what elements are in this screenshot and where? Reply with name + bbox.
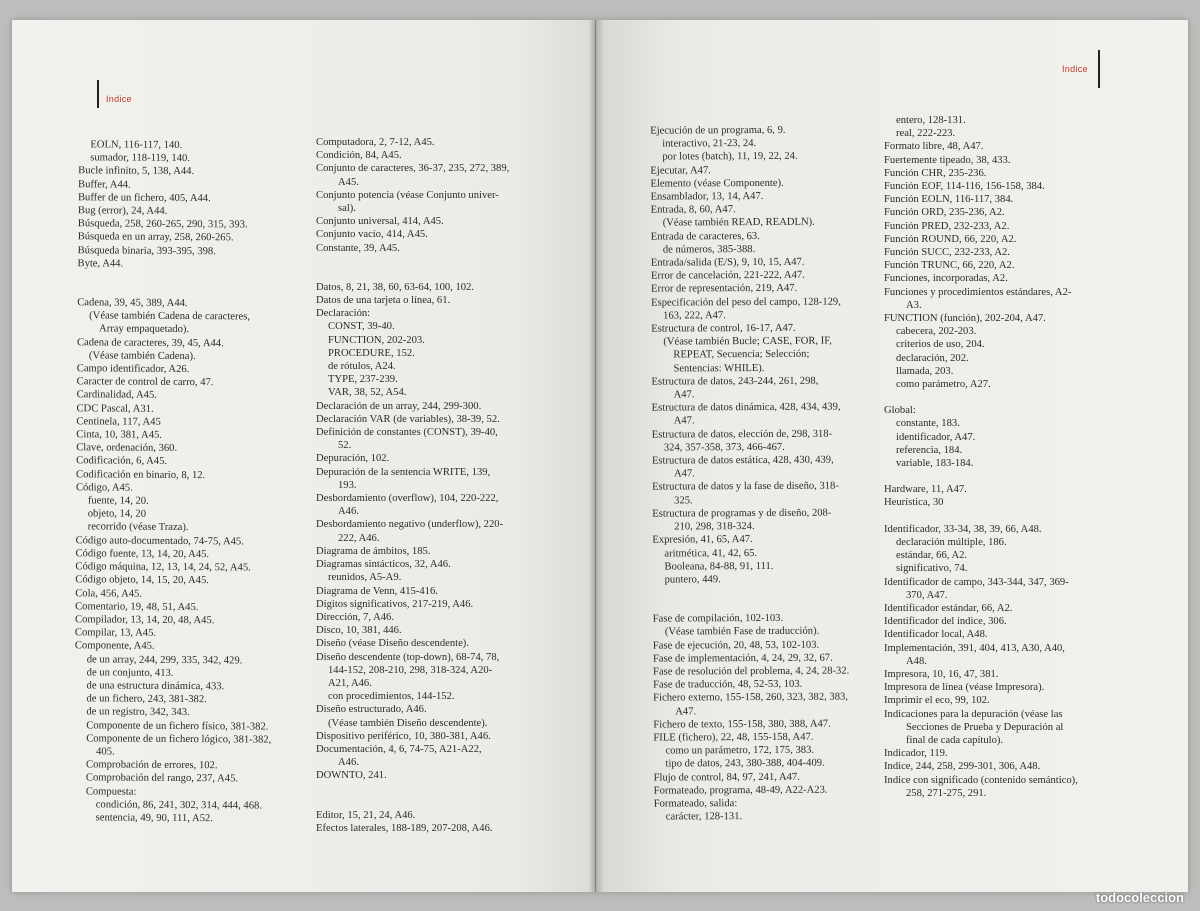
index-entry: Impresora de línea (véase Impresora).: [884, 682, 1045, 694]
index-entry: Función CHR, 235-236.: [884, 167, 987, 179]
entry-spacer: [884, 470, 1154, 483]
index-entry: Componente de un fichero físico, 381-382.: [86, 719, 269, 733]
index-entry: Identificador, 33-34, 38, 39, 66, A48.: [884, 523, 1042, 535]
index-entry: Diagramas sintácticos, 32, A46.: [316, 559, 451, 571]
index-entry: sentencia, 49, 90, 111, A52.: [95, 812, 213, 825]
index-entry: Condición, 84, A45.: [316, 150, 402, 162]
index-entry: por lotes (batch), 11, 19, 22, 24.: [662, 151, 798, 163]
index-entry: Estructura de datos estática, 428, 430, 439,: [651, 454, 834, 467]
index-entry: fuente, 14, 20.: [87, 495, 149, 507]
index-entry: Sentencias: WHILE).: [673, 362, 765, 375]
index-entry: (Véase también Fase de traducción).: [664, 626, 820, 638]
index-entry: A3.: [906, 299, 922, 311]
index-entry: Conjunto potencia (véase Conjunto univer-: [316, 189, 499, 201]
index-entry: Función SUCC, 232-233, A2.: [884, 247, 1010, 259]
index-entry: recorrido (véase Traza).: [87, 521, 189, 534]
index-entry: Computadora, 2, 7-12, A45.: [316, 137, 435, 148]
index-entry: Fase de traducción, 48, 52-53, 103.: [653, 678, 803, 691]
index-entry: de un array, 244, 299, 335, 342, 429.: [86, 653, 243, 666]
index-entry: Búsqueda binaria, 393-395, 398.: [77, 244, 216, 257]
right-header-rule: [1098, 50, 1100, 88]
index-entry: puntero, 449.: [664, 574, 721, 586]
index-entry: Fase de implementación, 4, 24, 29, 32, 67.: [652, 652, 833, 665]
index-entry: 258, 271-275, 291.: [906, 787, 987, 799]
index-entry: Buffer, A44.: [78, 178, 131, 191]
index-entry: Formateado, programa, 48-49, A22-A23.: [653, 784, 828, 797]
index-entry: final de cada capítulo).: [906, 734, 1004, 746]
index-entry: Depuración, 102.: [316, 453, 390, 465]
index-entry: (Véase también Cadena de caracteres,: [89, 310, 251, 323]
index-entry: Implementación, 391, 404, 413, A30, A40,: [884, 642, 1065, 654]
entry-spacer: [653, 586, 871, 600]
index-entry: objeto, 14, 20: [87, 508, 147, 521]
index-entry: Imprimir el eco, 99, 102.: [884, 695, 990, 707]
index-entry: Indice, 244, 258, 299-301, 306, A48.: [884, 761, 1041, 773]
index-entry: A45.: [338, 176, 359, 188]
index-entry: Error de representación, 219, A47.: [651, 283, 798, 296]
index-entry: Compilador, 13, 14, 20, 48, A45.: [74, 614, 215, 627]
index-entry: de una estructura dinámica, 433.: [86, 680, 225, 693]
index-entry: constante, 183.: [896, 418, 960, 430]
index-column-4: [884, 114, 1154, 800]
index-entry: Fichero de texto, 155-158, 380, 388, A47.: [653, 718, 831, 731]
index-entry: de un conjunto, 413.: [86, 667, 174, 679]
index-entry: Fuertemente tipeado, 38, 433.: [884, 154, 1011, 166]
entry-spacer: [316, 268, 562, 281]
index-entry: Código, A45.: [75, 482, 133, 494]
index-entry: Bug (error), 24, A44.: [77, 205, 168, 217]
index-entry: Global:: [884, 405, 916, 417]
index-entry: REPEAT, Secuencia; Selección;: [673, 349, 810, 361]
index-entry: Datos de una tarjeta o línea, 61.: [316, 295, 451, 307]
index-entry: Cadena, 39, 45, 389, A44.: [77, 297, 188, 310]
index-entry: Heurística, 30: [884, 497, 944, 509]
index-entry: Fase de resolución del problema, 4, 24, 28-32.: [653, 665, 850, 678]
index-entry: A47.: [675, 705, 697, 717]
index-entry: Dígitos significativos, 217-219, A46.: [316, 598, 474, 610]
index-entry: Identificador del índice, 306.: [884, 616, 1007, 628]
index-entry: entero, 128-131.: [896, 115, 966, 126]
index-entry: Función EOLN, 116-117, 384.: [884, 194, 1014, 206]
index-entry: Cinta, 10, 381, A45.: [76, 429, 163, 441]
index-entry: 222, A46.: [338, 532, 380, 544]
index-entry: PROCEDURE, 152.: [328, 347, 415, 359]
index-entry: Código fuente, 13, 14, 20, A45.: [75, 548, 210, 561]
index-entry: Array empaquetado).: [99, 323, 190, 336]
index-entry: Ensamblador, 13, 14, A47.: [650, 190, 764, 203]
index-entry: Estructura de datos, elección de, 298, 318-: [651, 428, 833, 441]
index-entry: como parámetro, A27.: [896, 379, 991, 391]
index-entry: 325.: [674, 495, 693, 507]
index-entry: (Véase también READ, READLN).: [662, 217, 815, 229]
index-entry: 52.: [338, 440, 352, 452]
index-entry: (Véase también Cadena).: [88, 350, 196, 362]
index-entry: carácter, 128-131.: [665, 811, 743, 823]
index-entry: reunidos, A5-A9.: [328, 572, 402, 584]
index-entry: A48.: [906, 655, 927, 667]
index-entry: DOWNTO, 241.: [316, 770, 387, 782]
index-entry: TYPE, 237-239.: [328, 374, 398, 386]
index-entry: llamada, 203.: [896, 365, 954, 377]
index-entry: Declaración VAR (de variables), 38-39, 52.: [316, 413, 500, 425]
index-column-1: [74, 138, 295, 826]
index-entry: de un registro, 342, 343.: [86, 706, 190, 719]
index-entry: Documentación, 4, 6, 74-75, A21-A22,: [316, 743, 482, 755]
index-entry: CONST, 39-40.: [328, 321, 395, 333]
index-entry: condición, 86, 241, 302, 314, 444, 468.: [95, 799, 263, 812]
index-entry: Función ORD, 235-236, A2.: [884, 207, 1005, 219]
index-entry: Efectos laterales, 188-189, 207-208, A46.: [316, 822, 493, 834]
index-entry: interactivo, 21-23, 24.: [662, 138, 757, 150]
left-header-rule: [97, 80, 99, 108]
index-entry: Diagrama de ámbitos, 185.: [316, 545, 431, 557]
index-entry: Entrada/salida (E/S), 9, 10, 15, A47.: [650, 256, 805, 269]
index-entry: Declaración de un array, 244, 299-300.: [316, 400, 482, 412]
entry-spacer: [653, 599, 871, 613]
index-entry: Hardware, 11, A47.: [884, 484, 967, 496]
index-entry: Indicaciones para la depuración (véase las: [884, 708, 1063, 720]
index-entry: Dirección, 7, A46.: [316, 611, 394, 623]
index-entry: Comentario, 19, 48, 51, A45.: [75, 600, 199, 613]
index-entry: Componente de un fichero lógico, 381-382,: [86, 733, 272, 746]
index-entry: criterios de uso, 204.: [896, 339, 985, 351]
entry-spacer: [316, 796, 562, 809]
index-entry: tipo de datos, 243, 380-388, 404-409.: [665, 758, 825, 770]
index-entry: Cardinalidad, A45.: [76, 389, 157, 402]
entry-spacer: [884, 510, 1154, 523]
index-entry: Conjunto universal, 414, A45.: [316, 216, 444, 228]
index-entry: (Véase también Bucle; CASE, FOR, IF,: [663, 335, 832, 348]
index-entry: 163, 222, A47.: [663, 310, 726, 322]
index-entry: Ejecutar, A47.: [650, 164, 711, 177]
index-entry: Búsqueda, 258, 260-265, 290, 315, 393.: [77, 218, 248, 231]
index-entry: significativo, 74.: [896, 563, 968, 575]
index-entry: Error de cancelación, 221-222, A47.: [650, 270, 805, 282]
index-entry: como un parámetro, 172, 175, 383.: [665, 744, 815, 757]
index-entry: identificador, A47.: [896, 431, 976, 443]
index-entry: VAR, 38, 52, A54.: [328, 387, 407, 399]
index-entry: Formateado, salida:: [653, 798, 738, 810]
index-entry: Depuración de la sentencia WRITE, 139,: [316, 466, 491, 478]
index-entry: estándar, 66, A2.: [896, 550, 968, 562]
index-entry: Diseño (véase Diseño descendente).: [316, 638, 469, 650]
index-entry: Entrada de caracteres, 63.: [650, 230, 760, 243]
index-entry: 193.: [338, 479, 357, 491]
index-entry: Disco, 10, 381, 446.: [316, 625, 402, 637]
index-entry: Desbordamiento negativo (underflow), 220-: [316, 519, 504, 531]
entry-spacer: [316, 783, 562, 796]
index-entry: Constante, 39, A45.: [316, 242, 400, 254]
index-entry: Estructura de datos dinámica, 428, 434, 439,: [651, 401, 841, 414]
index-entry: Bucle infinito, 5, 138, A44.: [78, 165, 195, 178]
index-entry: FILE (fichero), 22, 48, 155-158, A47.: [653, 731, 814, 744]
index-entry: Expresión, 41, 65, A47.: [652, 534, 753, 546]
index-entry: con procedimientos, 144-152.: [328, 691, 455, 703]
index-entry: Función PRED, 232-233, A2.: [884, 220, 1010, 232]
index-entry: Campo identificador, A26.: [76, 363, 190, 376]
index-entry: Codificación en binario, 8, 12.: [76, 468, 206, 481]
entry-spacer: [316, 255, 562, 268]
index-entry: de números, 385-388.: [662, 243, 756, 256]
index-entry: 210, 298, 318-324.: [674, 521, 755, 533]
index-entry: Función TRUNC, 66, 220, A2.: [884, 260, 1015, 272]
index-entry: Fase de ejecución, 20, 48, 53, 102-103.: [652, 639, 820, 652]
index-entry: Código objeto, 14, 15, 20, A45.: [75, 574, 209, 587]
index-entry: Estructura de datos, 243-244, 261, 298,: [651, 375, 819, 388]
index-entry: Identificador de campo, 343-344, 347, 369-: [884, 576, 1069, 588]
index-column-3: [650, 123, 872, 823]
index-entry: Conjunto de caracteres, 36-37, 235, 272, 389,: [316, 163, 510, 175]
index-entry: A46.: [338, 506, 359, 518]
index-entry: 324, 357-358, 373, 466-467.: [663, 441, 785, 454]
index-entry: Especificación del peso del campo, 128-129,: [651, 296, 841, 309]
index-entry: Declaración:: [316, 308, 371, 320]
index-column-2: [316, 136, 562, 835]
index-entry: Indice con significado (contenido semántico),: [884, 774, 1078, 786]
index-entry: Editor, 15, 21, 24, A46.: [316, 809, 416, 821]
book-gutter: [588, 20, 604, 892]
index-entry: A47.: [673, 468, 695, 480]
index-entry: Compilar, 13, A45.: [74, 627, 157, 639]
index-entry: (Véase también Diseño descendente).: [328, 717, 488, 729]
index-entry: Byte, A44.: [77, 258, 124, 270]
index-entry: declaración múltiple, 186.: [896, 536, 1007, 548]
index-entry: Cadena de caracteres, 39, 45, A44.: [76, 336, 224, 349]
index-entry: Búsqueda en un array, 258, 260-265.: [77, 231, 234, 244]
index-entry: declaración, 202.: [896, 352, 969, 364]
index-entry: Identificador local, A48.: [884, 629, 988, 641]
index-entry: Clave, ordenación, 360.: [76, 442, 178, 455]
index-entry: real, 222-223.: [896, 128, 956, 140]
index-entry: Fase de compilación, 102-103.: [652, 612, 784, 625]
index-entry: Centinela, 117, A45: [76, 416, 161, 428]
index-entry: Cola, 456, A45.: [75, 587, 143, 600]
index-entry: Comprobación del rango, 237, A45.: [85, 772, 239, 785]
index-entry: 144-152, 208-210, 298, 318-324, A20-: [328, 664, 493, 676]
index-entry: Formato libre, 48, A47.: [884, 141, 984, 153]
index-entry: Booleana, 84-88, 91, 111.: [664, 560, 774, 573]
index-entry: Buffer de un fichero, 405, A44.: [77, 192, 211, 204]
index-entry: Dispositivo periférico, 10, 380-381, A46.: [316, 730, 491, 742]
index-entry: Flujo de control, 84, 97, 241, A47.: [653, 771, 800, 784]
index-entry: FUNCTION (función), 202-204, A47.: [884, 313, 1046, 325]
index-entry: A47.: [673, 415, 695, 427]
left-header: Indice: [106, 94, 132, 104]
index-entry: Estructura de control, 16-17, A47.: [651, 322, 796, 335]
index-entry: de rótulos, A24.: [328, 361, 396, 373]
index-entry: Secciones de Prueba y Depuración al: [906, 721, 1064, 733]
index-entry: 370, A47.: [906, 589, 948, 601]
index-entry: A21, A46.: [328, 677, 372, 689]
index-entry: Función ROUND, 66, 220, A2.: [884, 233, 1017, 245]
index-entry: Diseño estructurado, A46.: [316, 704, 427, 716]
index-entry: Codificación, 6, A45.: [76, 455, 168, 468]
index-entry: Estructura de datos y la fase de diseño, 318-: [652, 481, 839, 494]
index-entry: Diseño descendente (top-down), 68-74, 78,: [316, 651, 500, 663]
index-entry: Funciones, incorporadas, A2.: [884, 273, 1008, 285]
index-entry: Código máquina, 12, 13, 14, 24, 52, A45.: [75, 561, 251, 574]
index-entry: aritmética, 41, 42, 65.: [664, 547, 758, 560]
index-entry: referencia, 184.: [896, 444, 963, 456]
index-entry: CDC Pascal, A31.: [76, 402, 154, 415]
index-entry: Entrada, 8, 60, A47.: [650, 204, 736, 216]
index-entry: Estructura de programas y de diseño, 208-: [652, 507, 832, 520]
index-entry: Función EOF, 114-116, 156-158, 384.: [884, 181, 1045, 193]
index-entry: FUNCTION, 202-203.: [328, 334, 425, 346]
index-entry: Caracter de control de carro, 47.: [76, 376, 214, 389]
index-entry: Fichero externo, 155-158, 260, 323, 382, 383,: [653, 691, 848, 704]
index-entry: Elemento (véase Componente).: [650, 177, 784, 190]
index-entry: variable, 183-184.: [896, 458, 974, 470]
index-entry: Componente, A45.: [74, 640, 155, 653]
index-entry: Ejecución de un programa, 6, 9.: [650, 124, 786, 137]
watermark: todocoleccion: [1095, 890, 1184, 905]
index-entry: Funciones y procedimientos estándares, A2-: [884, 286, 1072, 298]
index-entry: Código auto-documentado, 74-75, A45.: [75, 534, 244, 548]
index-entry: EOLN, 116-117, 140.: [90, 139, 183, 151]
index-entry: Desbordamiento (overflow), 104, 220-222,: [316, 493, 499, 505]
index-entry: A47.: [673, 389, 695, 401]
index-entry: Definición de constantes (CONST), 39-40,: [316, 427, 498, 439]
index-entry: Identificador estándar, 66, A2.: [884, 602, 1013, 614]
index-entry: Datos, 8, 21, 38, 60, 63-64, 100, 102.: [316, 281, 475, 293]
index-entry: Diagrama de Venn, 415-416.: [316, 585, 438, 597]
index-entry: 405.: [96, 746, 115, 758]
index-entry: Comprobación de errores, 102.: [85, 759, 218, 772]
index-entry: cabecera, 202-203.: [896, 326, 977, 338]
right-header: Indice: [1062, 64, 1088, 74]
index-entry: sumador, 118-119, 140.: [90, 152, 191, 165]
entry-spacer: [884, 391, 1154, 404]
index-entry: A46.: [338, 757, 359, 769]
index-entry: Indicador, 119.: [884, 748, 948, 760]
index-entry: Impresora, 10, 16, 47, 381.: [884, 668, 999, 680]
index-entry: Conjunto vacío, 414, A45.: [316, 229, 428, 241]
index-entry: Compuesta:: [85, 785, 137, 798]
index-entry: sal).: [338, 203, 356, 215]
index-entry: de un fichero, 243, 381-382.: [86, 693, 207, 706]
